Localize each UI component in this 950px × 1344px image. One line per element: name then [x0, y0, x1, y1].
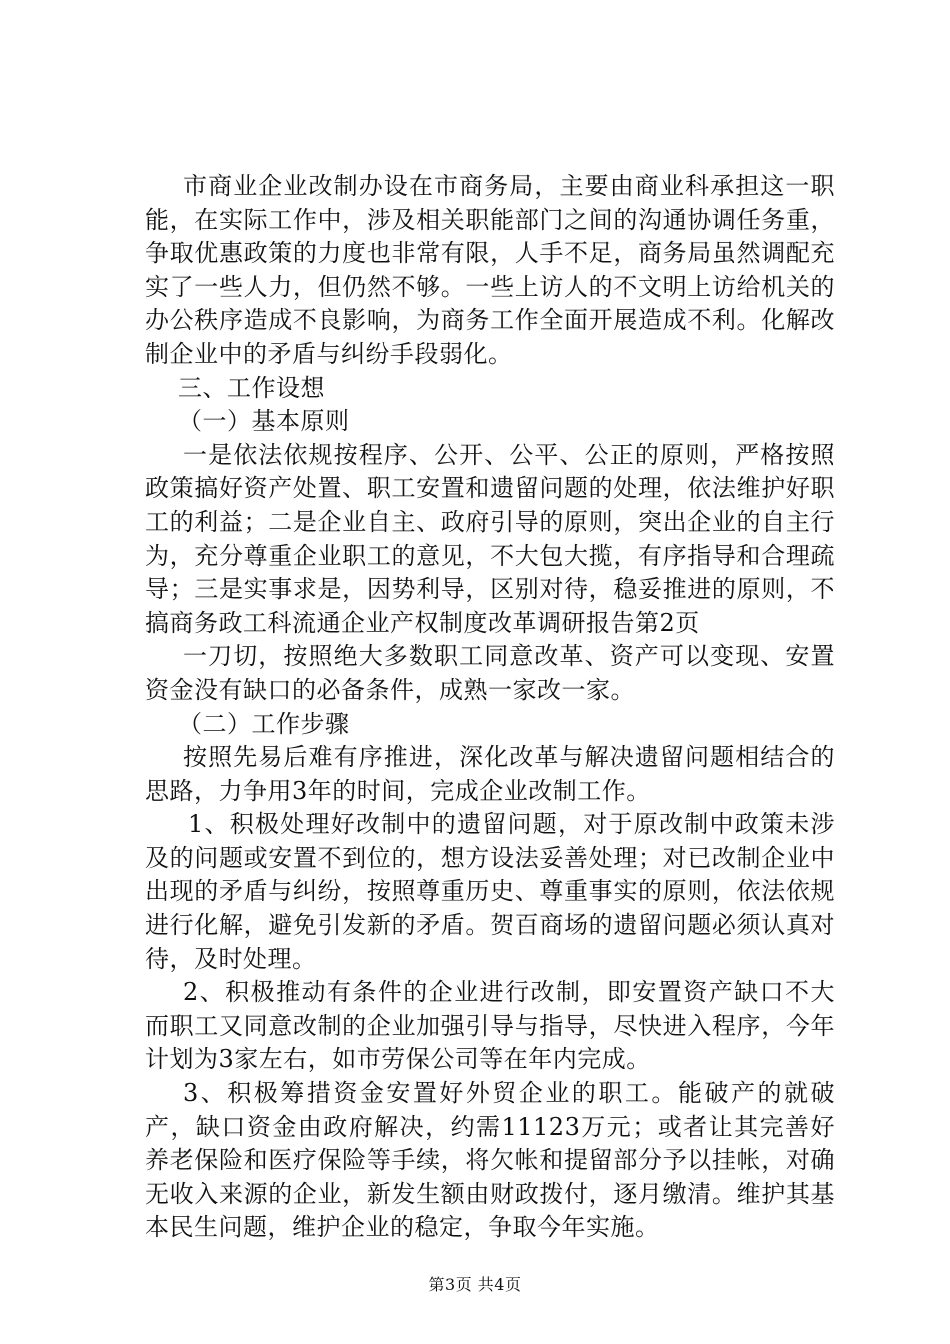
paragraph-problems: 市商业企业改制办设在市商务局，主要由商业科承担这一职能，在实际工作中，涉及相关职能部门之间的沟通协调任务重，争取优惠政策的力度也非常有限，人手不足，商务局虽然调配充实了一些人力，但仍然不够。一些上访人的不文明上访给机关的办公秩序造成不良影响，为商务工作全面开展造成不利。化解改制企业中的矛盾与纠纷手段弱化。 — [145, 172, 835, 368]
subsection-heading-principles: （一）基本原则 — [178, 407, 350, 436]
list-item-step-3: 3、积极筹措资金安置好外贸企业的职工。能破产的就破产，缺口资金由政府解决，约需11123万元；或者让其完善好养老保险和医疗保险等手续，将欠帐和提留部分予以挂帐，对确无收入来源的企业，新发生额由财政拨付，逐月缴清。维护其基本民生问题，维护企业的稳定，争取今年实施。 — [145, 1079, 835, 1242]
paragraph-steps-intro: 按照先易后难有序推进，深化改革与解决遗留问题相结合的思路，力争用3年的时间，完成企业改制工作。 — [145, 743, 835, 805]
list-item-step-2: 2、积极推动有条件的企业进行改制，即安置资产缺口不大而职工又同意改制的企业加强引导与指导，尽快进入程序，今年计划为3家左右，如市劳保公司等在年内完成。 — [145, 978, 835, 1074]
paragraph-principles-continued: 一刀切，按照绝大多数职工同意改革、资产可以变现、安置资金没有缺口的必备条件，成熟一家改一家。 — [145, 642, 835, 704]
section-heading-work-plan: 三、工作设想 — [178, 373, 325, 402]
document-body — [145, 170, 835, 1245]
list-item-step-1: 1、积极处理好改制中的遗留问题，对于原改制中政策未涉及的问题或安置不到位的，想方设法妥善处理；对已改制企业中出现的矛盾与纠纷，按照尊重历史、尊重事实的原则，依法依规进行化解，避免引发新的矛盾。贺百商场的遗留问题必须认真对待，及时处理。 — [145, 810, 835, 973]
subsection-heading-steps: （二）工作步骤 — [178, 709, 350, 738]
paragraph-principles: 一是依法依规按程序、公开、公平、公正的原则，严格按照政策搞好资产处置、职工安置和遗留问题的处理，依法维护好职工的利益；二是企业自主、政府引导的原则，突出企业的自主行为，充分尊重企业职工的意见，不大包大揽，有序指导和合理疏导；三是实事求是，因势利导，区别对待，稳妥推进的原则，不搞商务政工科流通企业产权制度改革调研报告第2页 — [145, 440, 835, 637]
page-number-footer: 第3页 共4页 — [428, 1275, 522, 1294]
